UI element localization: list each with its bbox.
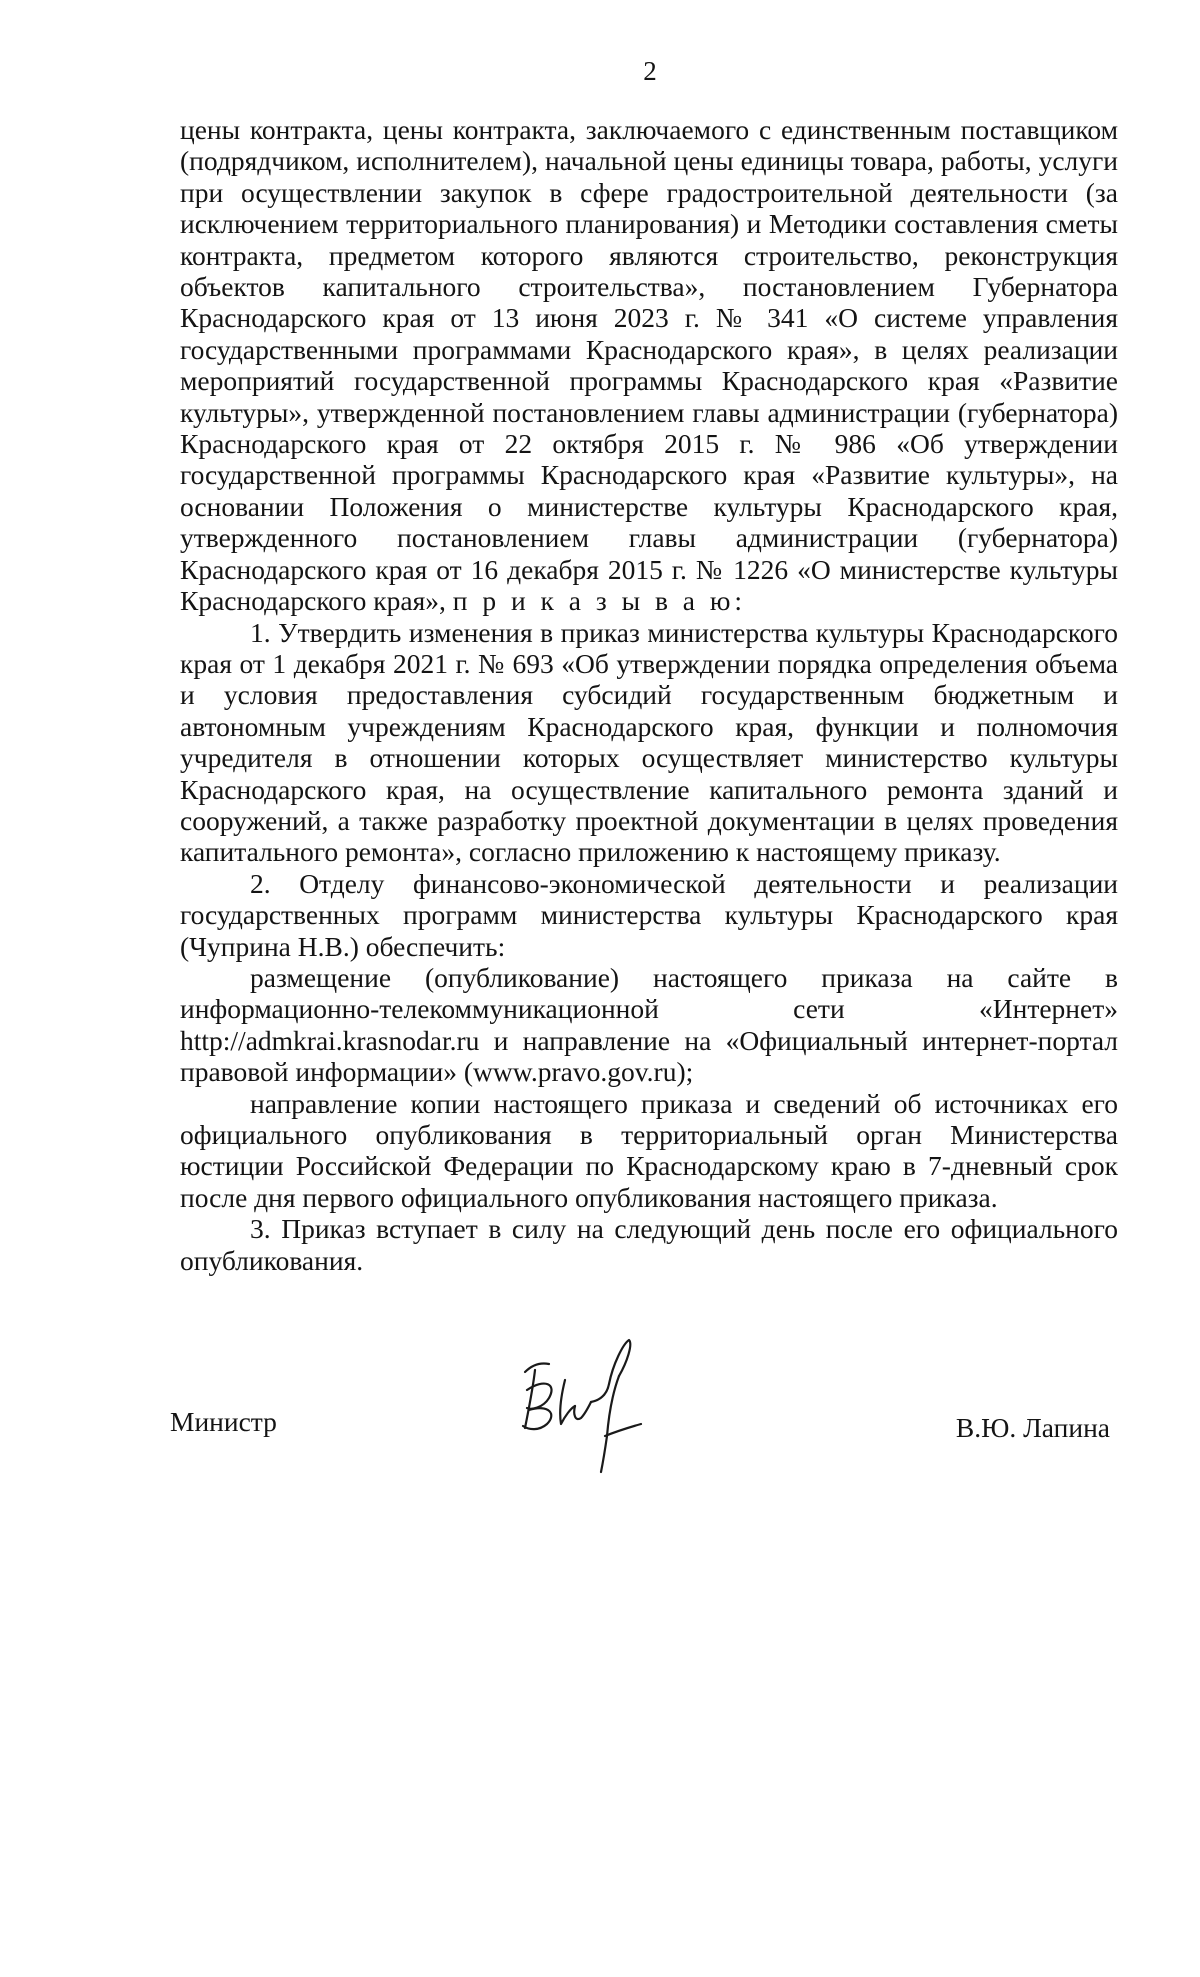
signatory-title: Министр (170, 1406, 277, 1437)
item-1-paragraph: 1. Утвердить изменения в приказ министерства культуры Краснодарского края от 1 декабря 2021 г. № 693 «Об утверждении порядка определения объема и условия предоставления субсидий государственным бюджетным и автономным учреждениям Краснодарского края, функции и полномочия учредителя в отношении которых осуществляет министерство культуры Краснодарского края, на осуществление капитального ремонта зданий и сооружений, а также разработку проектной документации в целях проведения капитального ремонта», согласно приложению к настоящему приказу. (180, 616, 1118, 868)
intro-text: цены контракта, цены контракта, заключаемого с единственным поставщиком (подрядчиком, исполнителем), начальной цены единицы товара, работы, услуги при осуществлении закупок в сфере градостроительной деятельности (за исключением территориального планирования) и Методики составления сметы контракта, предметом которого являются строительство, реконструкция объектов капитального строительства», постановлением Губернатора Краснодарского края от 13 июня 2023 г. № 341 «О системе управления государственными программами Краснодарского края», в целях реализации мероприятий государственной программы Краснодарского края «Развитие культуры», утвержденной постановлением главы администрации (губернатора) Краснодарского края от 22 октября 2015 г. № 986 «Об утверждении государственной программы Краснодарского края «Развитие культуры», на основании Положения о министерстве культуры Краснодарского края, утвержденного постановлением главы администрации (губернатора) Краснодарского края от 16 декабря 2015 г. № 1226 «О министерстве культуры Краснодарского края», (180, 114, 1118, 617)
order-word: п р и к а з ы в а ю: (452, 585, 747, 617)
intro-paragraph (180, 114, 1118, 617)
document-body (180, 114, 1118, 1276)
item-2b-paragraph: направление копии настоящего приказа и сведений об источниках его официального опубликования в территориальный орган Министерства юстиции Российской Федерации по Краснодарскому краю в 7-дневный срок после дня первого официального опубликования настоящего приказа. (180, 1087, 1118, 1213)
item-3-paragraph: 3. Приказ вступает в силу на следующий день после его официального опубликования. (180, 1213, 1118, 1276)
page-number: 2 (643, 56, 657, 86)
handwritten-signature (505, 1310, 675, 1480)
item-2-paragraph: 2. Отделу финансово-экономической деятельности и реализации государственных программ министерства культуры Краснодарского края (Чуприна Н.В.) обеспечить: (180, 867, 1118, 962)
item-2a-paragraph: размещение (опубликование) настоящего приказа на сайте в информационно-телекоммуникационной сети «Интернет» http://admkrai.krasnodar.ru и направление на «Официальный интернет-портал правовой информации» (www.pravo.gov.ru); (180, 961, 1118, 1088)
signature-row (0, 1310, 1200, 1480)
signatory-name: В.Ю. Лапина (955, 1412, 1110, 1443)
